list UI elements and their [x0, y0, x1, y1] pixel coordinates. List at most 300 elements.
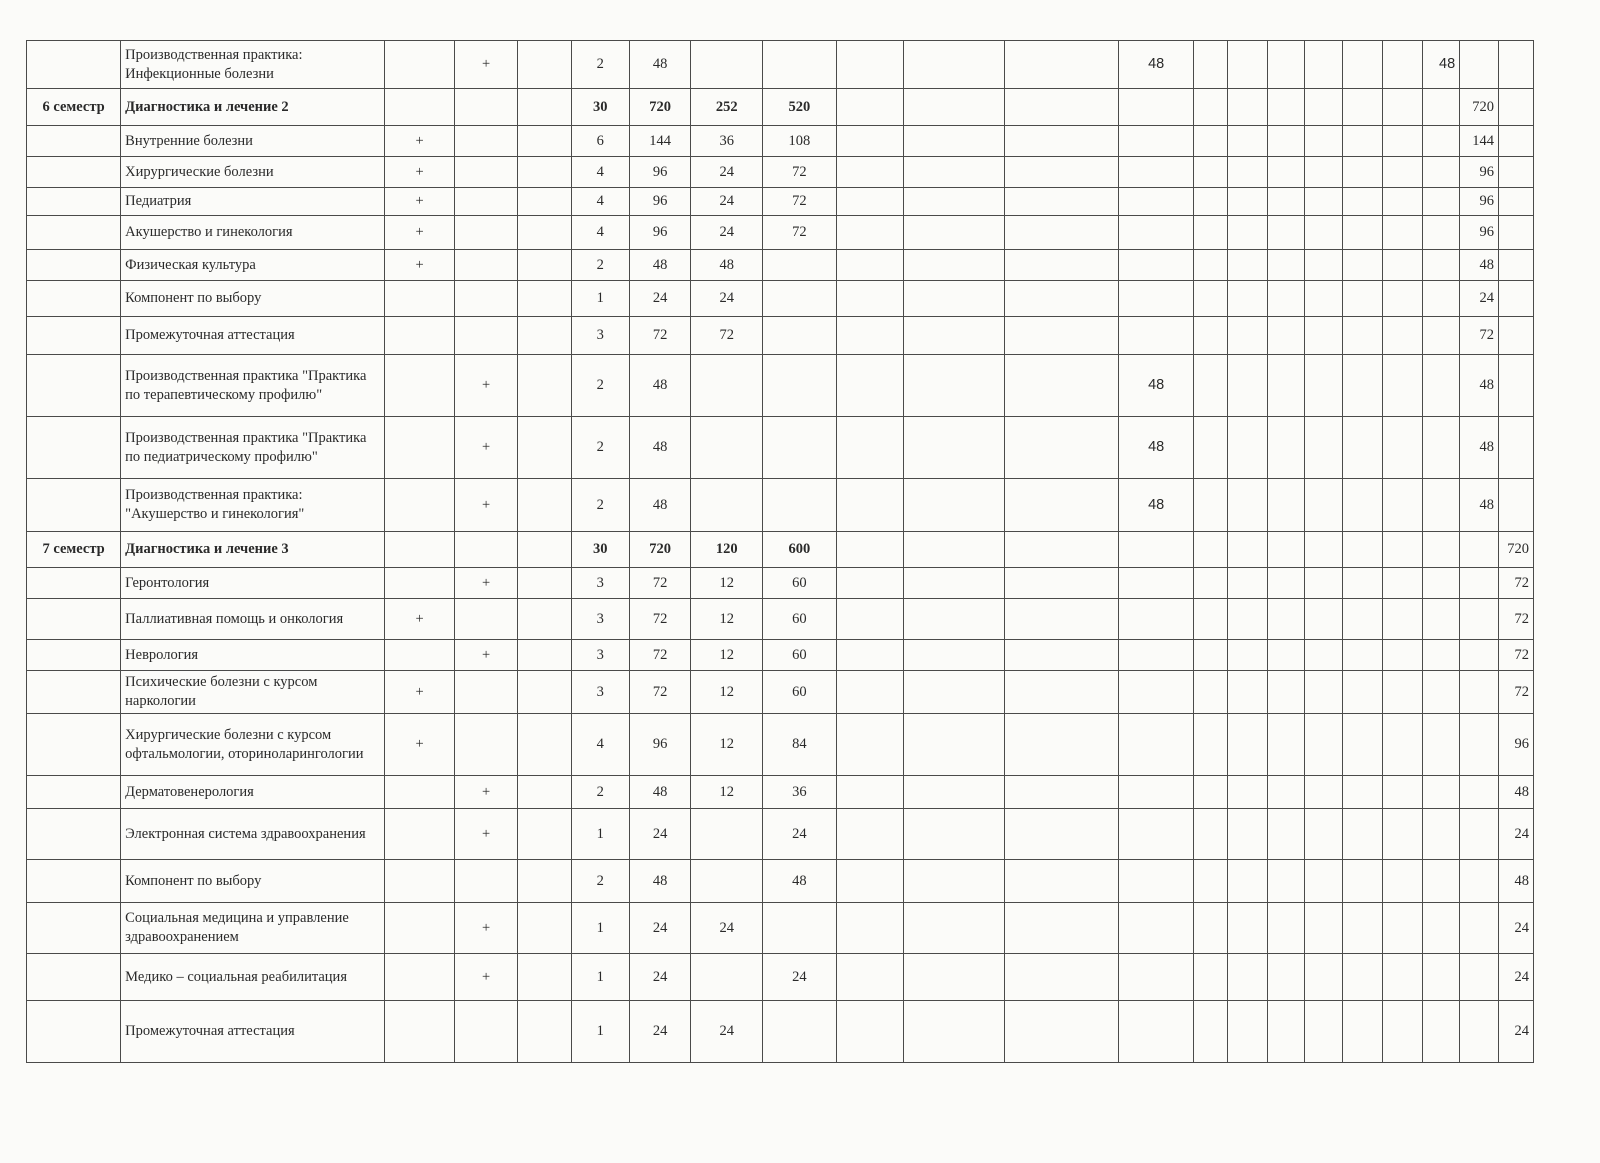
empty-cell — [1227, 860, 1267, 903]
empty-cell — [836, 317, 904, 355]
theory-hours-value: 24 — [691, 903, 763, 954]
discipline-name: Компонент по выбору — [121, 860, 385, 903]
theory-hours-value: 12 — [691, 640, 763, 671]
exam-mark: + — [385, 714, 455, 776]
theory-hours-value: 36 — [691, 126, 763, 157]
discipline-name: Хирургические болезни с курсом офтальмологии, оториноларингологии — [121, 714, 385, 776]
exam-mark — [385, 776, 455, 809]
semester-7-total — [1499, 216, 1534, 250]
semester-cell — [27, 954, 121, 1001]
exam-mark — [385, 532, 455, 568]
empty-cell — [1004, 216, 1119, 250]
empty-cell — [1304, 599, 1343, 640]
empty-cell — [1383, 776, 1423, 809]
empty-cell — [904, 41, 1004, 89]
empty-cell — [836, 903, 904, 954]
semester-cell — [27, 41, 121, 89]
empty-cell — [904, 954, 1004, 1001]
empty-cell — [1383, 216, 1423, 250]
credit-test-mark — [454, 860, 517, 903]
empty-cell — [1267, 640, 1304, 671]
empty-cell — [1267, 188, 1304, 216]
empty-cell — [1194, 417, 1228, 479]
empty-cell — [836, 1001, 904, 1063]
empty-cell — [1227, 599, 1267, 640]
empty-cell — [836, 599, 904, 640]
hours-value: 720 — [629, 532, 690, 568]
credits-value: 3 — [571, 317, 629, 355]
credit-test-mark — [454, 1001, 517, 1063]
semester-cell — [27, 417, 121, 479]
hours-value: 144 — [629, 126, 690, 157]
empty-cell — [1267, 671, 1304, 714]
credit-test-mark: + — [454, 41, 517, 89]
table-row — [27, 1001, 1534, 1063]
hours-value: 24 — [629, 281, 690, 317]
table-row — [27, 640, 1534, 671]
empty-cell — [1194, 954, 1228, 1001]
empty-cell — [904, 188, 1004, 216]
empty-cell — [1267, 126, 1304, 157]
semester-5-total — [1423, 250, 1460, 281]
empty-cell — [1004, 599, 1119, 640]
empty-cell — [1267, 599, 1304, 640]
practice-hours-value: 72 — [763, 188, 837, 216]
production-practice-value: 48 — [1119, 417, 1194, 479]
semester-cell — [27, 809, 121, 860]
theory-hours-value: 12 — [691, 568, 763, 599]
empty-cell — [1267, 954, 1304, 1001]
table-row — [27, 126, 1534, 157]
hours-value: 72 — [629, 599, 690, 640]
table-body — [27, 41, 1534, 1063]
empty-cell — [1383, 671, 1423, 714]
empty-cell — [1267, 809, 1304, 860]
empty-cell — [1227, 355, 1267, 417]
credit-test-mark: + — [454, 479, 517, 532]
table-row — [27, 216, 1534, 250]
production-practice-value — [1119, 599, 1194, 640]
empty-cell — [518, 776, 571, 809]
semester-6-total — [1460, 903, 1499, 954]
semester-5-total — [1423, 903, 1460, 954]
theory-hours-value: 24 — [691, 281, 763, 317]
semester-7-total: 72 — [1499, 599, 1534, 640]
empty-cell — [1267, 216, 1304, 250]
empty-cell — [1304, 188, 1343, 216]
empty-cell — [1343, 671, 1383, 714]
semester-cell — [27, 281, 121, 317]
empty-cell — [904, 671, 1004, 714]
semester-7-total — [1499, 188, 1534, 216]
empty-cell — [1304, 355, 1343, 417]
empty-cell — [904, 479, 1004, 532]
empty-cell — [1004, 860, 1119, 903]
empty-cell — [1194, 1001, 1228, 1063]
empty-cell — [1343, 281, 1383, 317]
semester-cell — [27, 479, 121, 532]
table-row — [27, 568, 1534, 599]
semester-6-total — [1460, 809, 1499, 860]
credit-test-mark: + — [454, 417, 517, 479]
semester-6-total — [1460, 954, 1499, 1001]
empty-cell — [1304, 1001, 1343, 1063]
empty-cell — [1227, 41, 1267, 89]
discipline-name: Производственная практика "Практика по педиатрическому профилю" — [121, 417, 385, 479]
semester-cell: 7 семестр — [27, 532, 121, 568]
semester-6-total — [1460, 640, 1499, 671]
empty-cell — [1267, 250, 1304, 281]
empty-cell — [1304, 281, 1343, 317]
empty-cell — [904, 157, 1004, 188]
semester-6-total: 96 — [1460, 157, 1499, 188]
theory-hours-value: 252 — [691, 89, 763, 126]
empty-cell — [904, 126, 1004, 157]
empty-cell — [1267, 317, 1304, 355]
empty-cell — [1304, 250, 1343, 281]
discipline-name: Диагностика и лечение 2 — [121, 89, 385, 126]
semester-5-total — [1423, 776, 1460, 809]
empty-cell — [1227, 776, 1267, 809]
semester-5-total — [1423, 188, 1460, 216]
empty-cell — [1004, 188, 1119, 216]
empty-cell — [1343, 355, 1383, 417]
empty-cell — [518, 126, 571, 157]
production-practice-value — [1119, 776, 1194, 809]
theory-hours-value — [691, 954, 763, 1001]
empty-cell — [836, 126, 904, 157]
practice-hours-value: 24 — [763, 809, 837, 860]
semester-6-total: 96 — [1460, 216, 1499, 250]
practice-hours-value — [763, 479, 837, 532]
semester-7-total: 72 — [1499, 568, 1534, 599]
credit-test-mark — [454, 281, 517, 317]
empty-cell — [836, 417, 904, 479]
practice-hours-value: 24 — [763, 954, 837, 1001]
hours-value: 24 — [629, 809, 690, 860]
semester-5-total — [1423, 157, 1460, 188]
empty-cell — [1343, 216, 1383, 250]
table-row — [27, 355, 1534, 417]
semester-cell — [27, 157, 121, 188]
empty-cell — [1343, 157, 1383, 188]
semester-7-total: 24 — [1499, 1001, 1534, 1063]
credits-value: 2 — [571, 250, 629, 281]
semester-cell — [27, 599, 121, 640]
exam-mark — [385, 317, 455, 355]
credits-value: 30 — [571, 532, 629, 568]
empty-cell — [1227, 568, 1267, 599]
credit-test-mark — [454, 317, 517, 355]
credit-test-mark — [454, 157, 517, 188]
hours-value: 96 — [629, 157, 690, 188]
semester-cell: 6 семестр — [27, 89, 121, 126]
credit-test-mark — [454, 532, 517, 568]
empty-cell — [1227, 640, 1267, 671]
table-row — [27, 776, 1534, 809]
empty-cell — [1383, 599, 1423, 640]
empty-cell — [1194, 479, 1228, 532]
semester-7-total — [1499, 126, 1534, 157]
semester-7-total — [1499, 417, 1534, 479]
empty-cell — [518, 532, 571, 568]
theory-hours-value — [691, 860, 763, 903]
hours-value: 48 — [629, 355, 690, 417]
semester-5-total — [1423, 317, 1460, 355]
hours-value: 72 — [629, 568, 690, 599]
credit-test-mark: + — [454, 903, 517, 954]
semester-7-total — [1499, 355, 1534, 417]
empty-cell — [1004, 714, 1119, 776]
empty-cell — [1004, 640, 1119, 671]
empty-cell — [904, 599, 1004, 640]
empty-cell — [836, 281, 904, 317]
empty-cell — [1004, 355, 1119, 417]
production-practice-value — [1119, 216, 1194, 250]
practice-hours-value — [763, 250, 837, 281]
empty-cell — [1227, 89, 1267, 126]
credits-value: 2 — [571, 41, 629, 89]
empty-cell — [1194, 317, 1228, 355]
semester-7-total — [1499, 157, 1534, 188]
empty-cell — [1383, 714, 1423, 776]
credit-test-mark — [454, 188, 517, 216]
theory-hours-value — [691, 417, 763, 479]
exam-mark: + — [385, 216, 455, 250]
exam-mark — [385, 41, 455, 89]
empty-cell — [1383, 1001, 1423, 1063]
practice-hours-value — [763, 281, 837, 317]
discipline-name: Акушерство и гинекология — [121, 216, 385, 250]
discipline-name: Производственная практика: Инфекционные болезни — [121, 41, 385, 89]
empty-cell — [1194, 188, 1228, 216]
credit-test-mark: + — [454, 640, 517, 671]
hours-value: 48 — [629, 860, 690, 903]
hours-value: 24 — [629, 1001, 690, 1063]
empty-cell — [1194, 126, 1228, 157]
empty-cell — [1004, 157, 1119, 188]
exam-mark — [385, 954, 455, 1001]
empty-cell — [518, 479, 571, 532]
discipline-name: Социальная медицина и управление здравоохранением — [121, 903, 385, 954]
empty-cell — [1194, 640, 1228, 671]
empty-cell — [1194, 809, 1228, 860]
empty-cell — [1343, 860, 1383, 903]
table-row — [27, 903, 1534, 954]
hours-value: 24 — [629, 903, 690, 954]
empty-cell — [1267, 479, 1304, 532]
empty-cell — [904, 317, 1004, 355]
table-row — [27, 417, 1534, 479]
empty-cell — [1304, 89, 1343, 126]
empty-cell — [1267, 714, 1304, 776]
credits-value: 2 — [571, 355, 629, 417]
empty-cell — [836, 479, 904, 532]
empty-cell — [1304, 714, 1343, 776]
exam-mark — [385, 355, 455, 417]
discipline-name: Производственная практика "Практика по терапевтическому профилю" — [121, 355, 385, 417]
semester-6-total: 48 — [1460, 355, 1499, 417]
production-practice-value — [1119, 860, 1194, 903]
empty-cell — [1227, 809, 1267, 860]
empty-cell — [1343, 417, 1383, 479]
practice-hours-value — [763, 317, 837, 355]
production-practice-value — [1119, 188, 1194, 216]
semester-7-total — [1499, 41, 1534, 89]
empty-cell — [1194, 157, 1228, 188]
semester-6-total — [1460, 599, 1499, 640]
semester-6-total: 96 — [1460, 188, 1499, 216]
production-practice-value: 48 — [1119, 41, 1194, 89]
empty-cell — [836, 41, 904, 89]
credits-value: 4 — [571, 157, 629, 188]
practice-hours-value: 600 — [763, 532, 837, 568]
theory-hours-value — [691, 41, 763, 89]
empty-cell — [1194, 41, 1228, 89]
empty-cell — [904, 532, 1004, 568]
empty-cell — [1267, 532, 1304, 568]
production-practice-value — [1119, 714, 1194, 776]
empty-cell — [1343, 776, 1383, 809]
credits-value: 3 — [571, 671, 629, 714]
discipline-name: Физическая культура — [121, 250, 385, 281]
production-practice-value: 48 — [1119, 479, 1194, 532]
empty-cell — [1267, 89, 1304, 126]
empty-cell — [518, 599, 571, 640]
table-row — [27, 250, 1534, 281]
empty-cell — [1383, 157, 1423, 188]
empty-cell — [1267, 776, 1304, 809]
theory-hours-value: 72 — [691, 317, 763, 355]
empty-cell — [836, 860, 904, 903]
empty-cell — [1304, 417, 1343, 479]
exam-mark: + — [385, 671, 455, 714]
theory-hours-value: 24 — [691, 188, 763, 216]
exam-mark — [385, 281, 455, 317]
empty-cell — [904, 355, 1004, 417]
credits-value: 2 — [571, 860, 629, 903]
empty-cell — [1227, 1001, 1267, 1063]
exam-mark — [385, 89, 455, 126]
empty-cell — [1383, 317, 1423, 355]
production-practice-value — [1119, 1001, 1194, 1063]
empty-cell — [518, 954, 571, 1001]
practice-hours-value — [763, 417, 837, 479]
credit-test-mark — [454, 671, 517, 714]
exam-mark: + — [385, 599, 455, 640]
empty-cell — [1343, 809, 1383, 860]
table-row — [27, 281, 1534, 317]
credit-test-mark — [454, 714, 517, 776]
semester-5-total — [1423, 417, 1460, 479]
empty-cell — [1194, 599, 1228, 640]
empty-cell — [1343, 126, 1383, 157]
exam-mark — [385, 1001, 455, 1063]
empty-cell — [1383, 479, 1423, 532]
table-row — [27, 599, 1534, 640]
empty-cell — [1194, 281, 1228, 317]
empty-cell — [1004, 532, 1119, 568]
empty-cell — [1343, 714, 1383, 776]
semester-cell — [27, 860, 121, 903]
production-practice-value — [1119, 157, 1194, 188]
credits-value: 4 — [571, 188, 629, 216]
semester-cell — [27, 568, 121, 599]
table-row — [27, 188, 1534, 216]
empty-cell — [1227, 903, 1267, 954]
empty-cell — [1267, 355, 1304, 417]
empty-cell — [1343, 640, 1383, 671]
empty-cell — [1004, 568, 1119, 599]
empty-cell — [1383, 417, 1423, 479]
semester-cell — [27, 250, 121, 281]
empty-cell — [836, 89, 904, 126]
empty-cell — [518, 281, 571, 317]
empty-cell — [1227, 714, 1267, 776]
semester-7-total: 24 — [1499, 903, 1534, 954]
empty-cell — [518, 41, 571, 89]
semester-5-total — [1423, 532, 1460, 568]
empty-cell — [1194, 250, 1228, 281]
empty-cell — [1343, 903, 1383, 954]
theory-hours-value: 48 — [691, 250, 763, 281]
semester-cell — [27, 903, 121, 954]
credits-value: 1 — [571, 809, 629, 860]
table-row — [27, 714, 1534, 776]
empty-cell — [1343, 568, 1383, 599]
empty-cell — [1304, 216, 1343, 250]
semester-cell — [27, 671, 121, 714]
exam-mark — [385, 860, 455, 903]
credit-test-mark: + — [454, 809, 517, 860]
production-practice-value — [1119, 89, 1194, 126]
empty-cell — [904, 776, 1004, 809]
practice-hours-value: 60 — [763, 640, 837, 671]
production-practice-value — [1119, 568, 1194, 599]
semester-cell — [27, 355, 121, 417]
empty-cell — [1194, 714, 1228, 776]
empty-cell — [1383, 126, 1423, 157]
empty-cell — [1227, 417, 1267, 479]
hours-value: 48 — [629, 479, 690, 532]
empty-cell — [1004, 903, 1119, 954]
empty-cell — [1383, 903, 1423, 954]
semester-5-total — [1423, 126, 1460, 157]
empty-cell — [836, 714, 904, 776]
empty-cell — [518, 89, 571, 126]
credits-value: 6 — [571, 126, 629, 157]
production-practice-value — [1119, 954, 1194, 1001]
practice-hours-value: 72 — [763, 216, 837, 250]
empty-cell — [1004, 671, 1119, 714]
practice-hours-value: 60 — [763, 568, 837, 599]
semester-6-total — [1460, 671, 1499, 714]
empty-cell — [1343, 479, 1383, 532]
empty-cell — [904, 640, 1004, 671]
semester-5-total — [1423, 216, 1460, 250]
empty-cell — [1343, 250, 1383, 281]
practice-hours-value: 36 — [763, 776, 837, 809]
empty-cell — [836, 671, 904, 714]
production-practice-value — [1119, 126, 1194, 157]
table-row — [27, 479, 1534, 532]
empty-cell — [836, 188, 904, 216]
empty-cell — [518, 903, 571, 954]
exam-mark — [385, 568, 455, 599]
exam-mark: + — [385, 250, 455, 281]
discipline-name: Паллиативная помощь и онкология — [121, 599, 385, 640]
semester-7-total — [1499, 317, 1534, 355]
